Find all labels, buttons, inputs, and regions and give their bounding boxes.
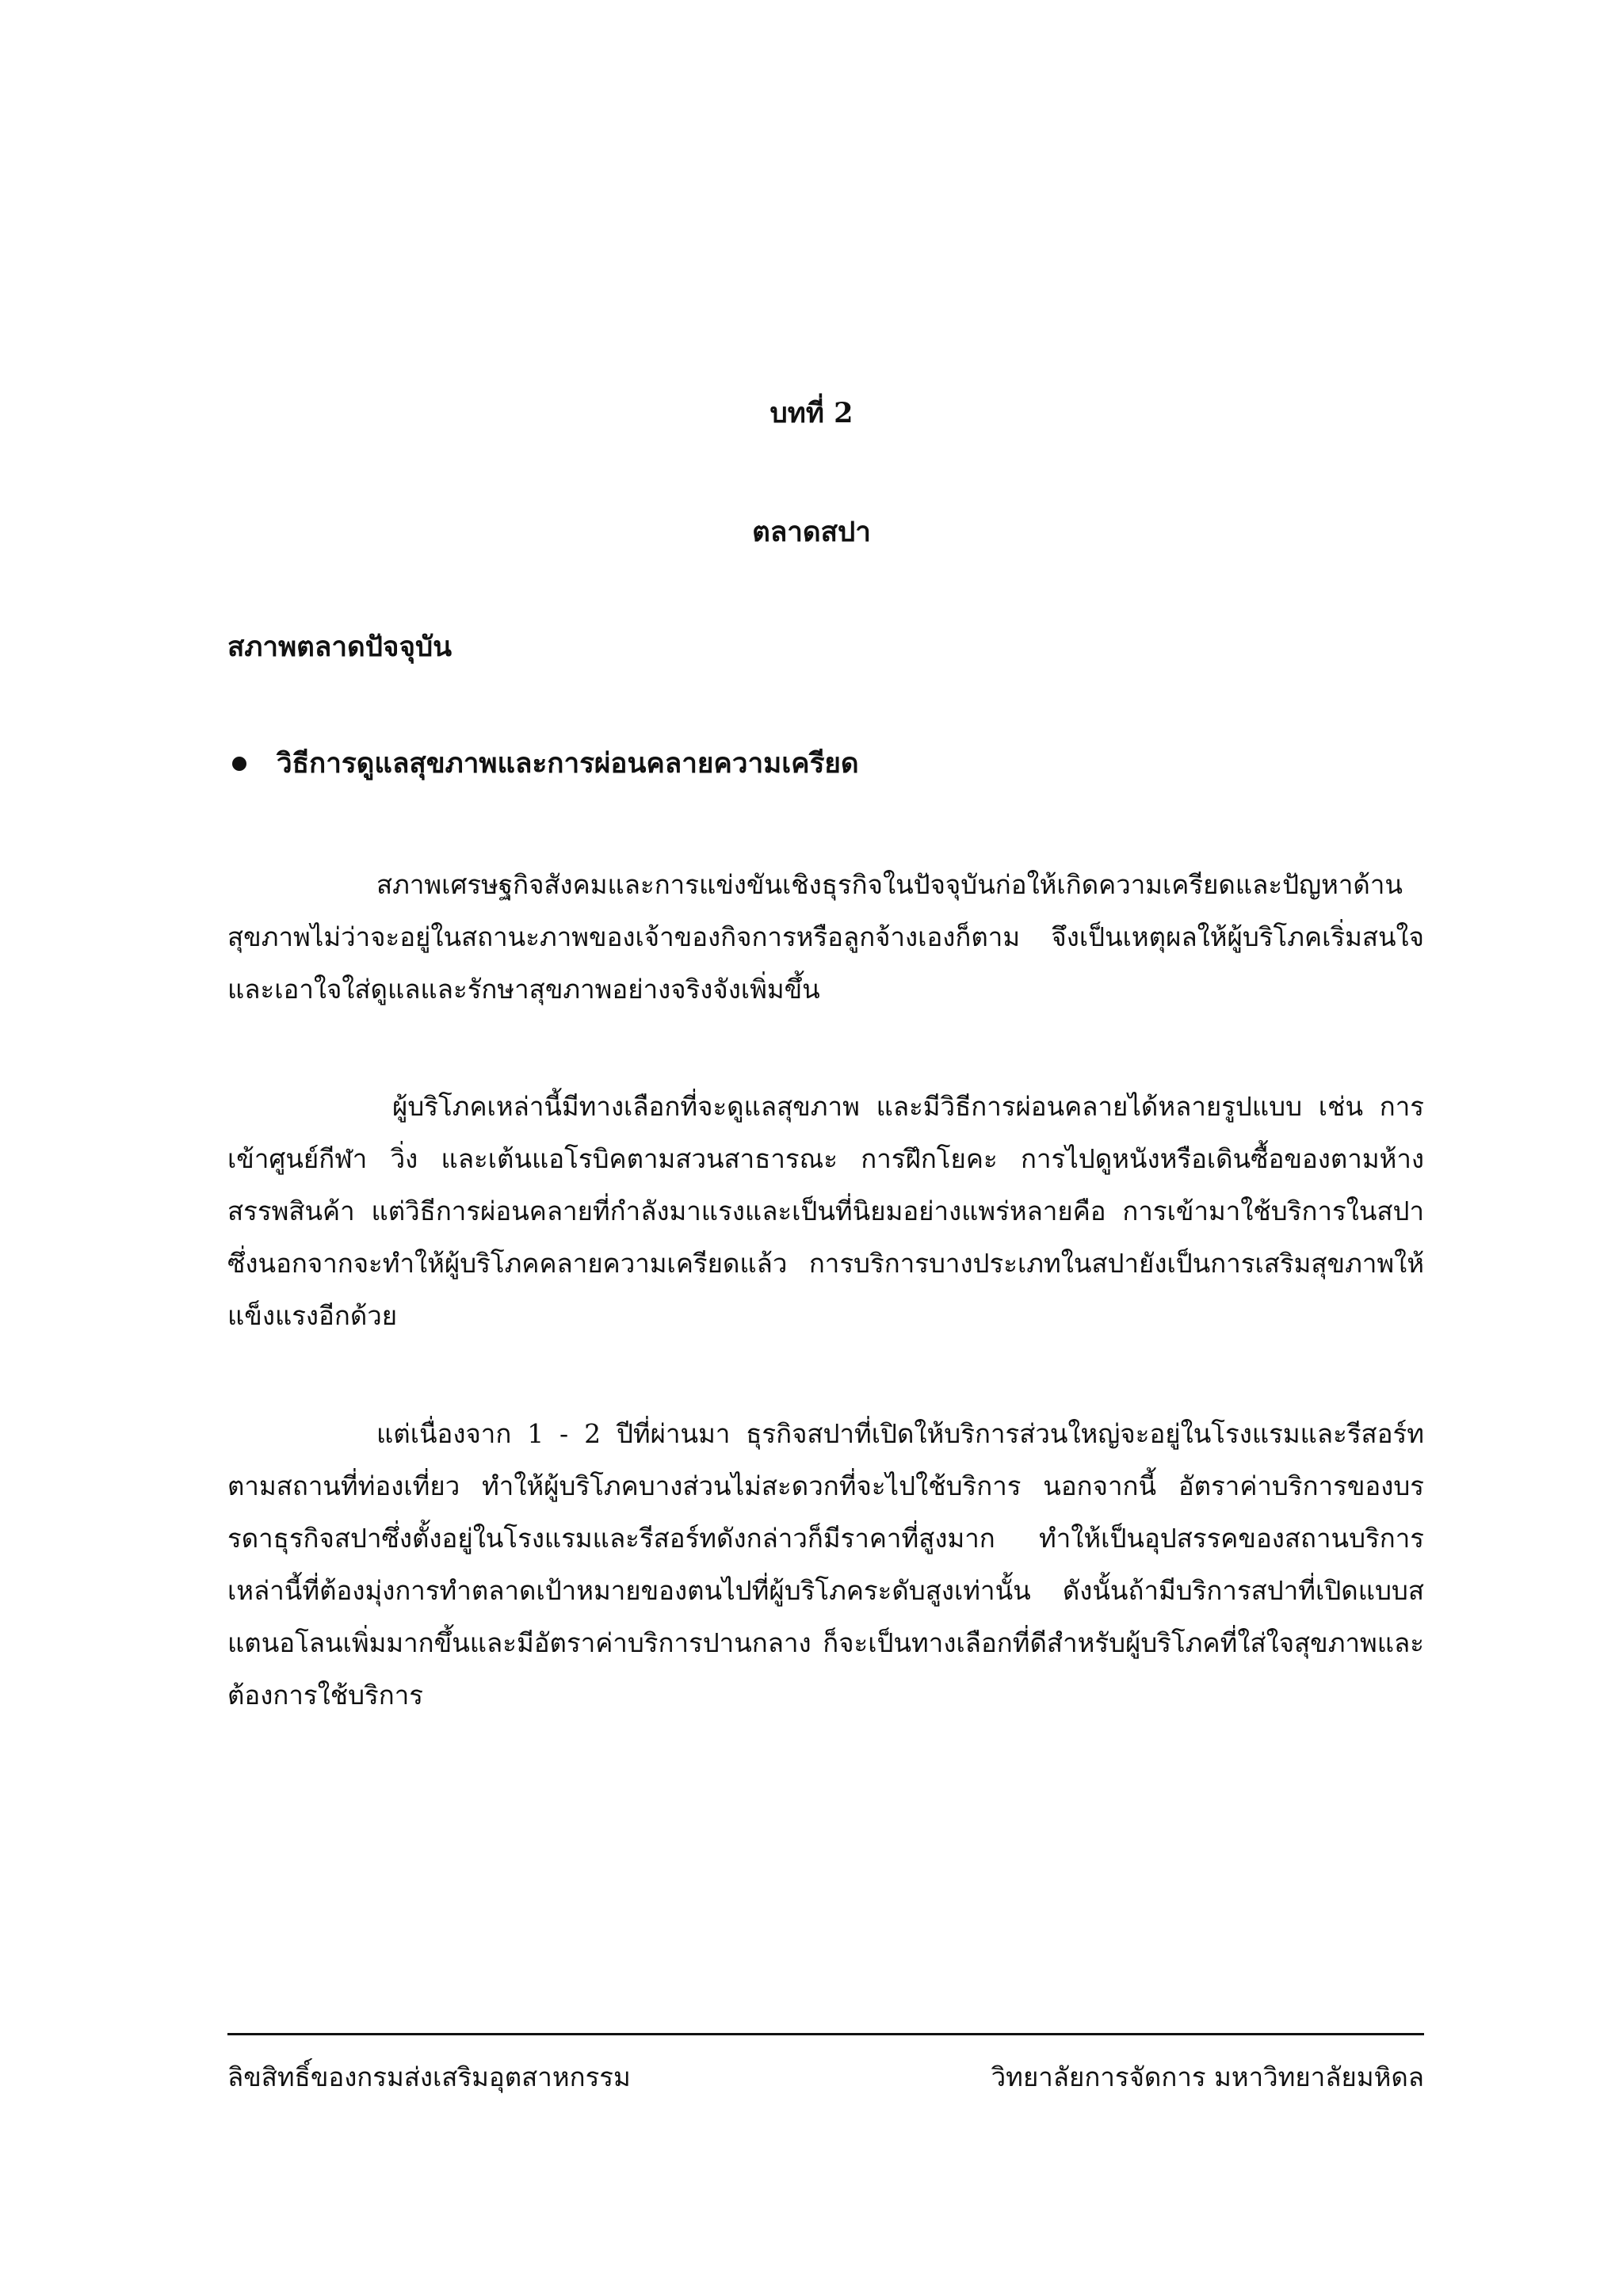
paragraph-3: แต่เนื่องจาก 1 - 2 ปีที่ผ่านมา ธุรกิจสปาที่เปิดให้บริการส่วนใหญ่จะอยู่ในโรงแรมและรีสอร์ทตามสถานที่ท่องเที่ยว ทำให้ผู้บริโภคบางส่วนไม่สะดวกที่จะไปใช้บริการ นอกจากนี้ อัตราค่าบริการของบรรดาธุรกิจสปาซึ่งตั้งอยู่ในโรงแรมและรีสอร์ทดังกล่าวก็มีราคาที่สูงมาก ทำให้เป็นอุปสรรคของสถานบริการเหล่านี้ที่ต้องมุ่งการทำตลาดเป้าหมายของตนไปที่ผู้บริโภคระดับสูงเท่านั้น ดังนั้นถ้ามีบริการสปาที่เปิดแบบสแตนอโลนเพิ่มมากขึ้นและมีอัตราค่าบริการปานกลาง ก็จะเป็นทางเลือกที่ดีสำหรับผู้บริโภคที่ใส่ใจสุขภาพและต้องการใช้บริการ: [227, 1418, 1424, 1711]
chapter-number: บทที่ 2: [769, 397, 854, 429]
bullet-heading: [227, 745, 859, 783]
bullet-heading-text: วิธีการดูแลสุขภาพและการผ่อนคลายความเครียด: [277, 747, 859, 780]
footer-institution: วิทยาลัยการจัดการ มหาวิทยาลัยมหิดล: [991, 2061, 1424, 2092]
footer-copyright: ลิขสิทธิ์ของกรมส่งเสริมอุตสาหกรรม: [227, 2061, 631, 2092]
bullet-icon: [232, 757, 246, 771]
paragraph-2: ผู้บริโภคเหล่านี้มีทางเลือกที่จะดูแลสุขภาพ และมีวิธีการผ่อนคลายได้หลายรูปแบบ เช่น การเข้าศูนย์กีฬา วิ่ง และเต้นแอโรบิคตามสวนสาธารณะ การฝึกโยคะ การไปดูหนังหรือเดินซื้อของตามห้างสรรพสินค้า แต่วิธีการผ่อนคลายที่กำลังมาแรงและเป็นที่นิยมอย่างแพร่หลายคือ การเข้ามาใช้บริการในสปา ซึ่งนอกจากจะทำให้ผู้บริโภคคลายความเครียดแล้ว การบริการบางประเภทในสปายังเป็นการเสริมสุขภาพให้แข็งแรงอีกด้วย: [227, 1091, 1424, 1331]
chapter-title: ตลาดสปา: [752, 516, 871, 548]
section-heading: สภาพตลาดปัจจุบัน: [227, 631, 453, 663]
paragraph-1: สภาพเศรษฐกิจสังคมและการแข่งขันเชิงธุรกิจในปัจจุบันก่อให้เกิดความเครียดและปัญหาด้านสุขภาพไม่ว่าจะอยู่ในสถานะภาพของเจ้าของกิจการหรือลูกจ้างเองก็ตาม จึงเป็นเหตุผลให้ผู้บริโภคเริ่มสนใจและเอาใจใส่ดูแลและรักษาสุขภาพอย่างจริงจังเพิ่มขึ้น: [227, 869, 1424, 1005]
footer-divider: [227, 2033, 1424, 2035]
